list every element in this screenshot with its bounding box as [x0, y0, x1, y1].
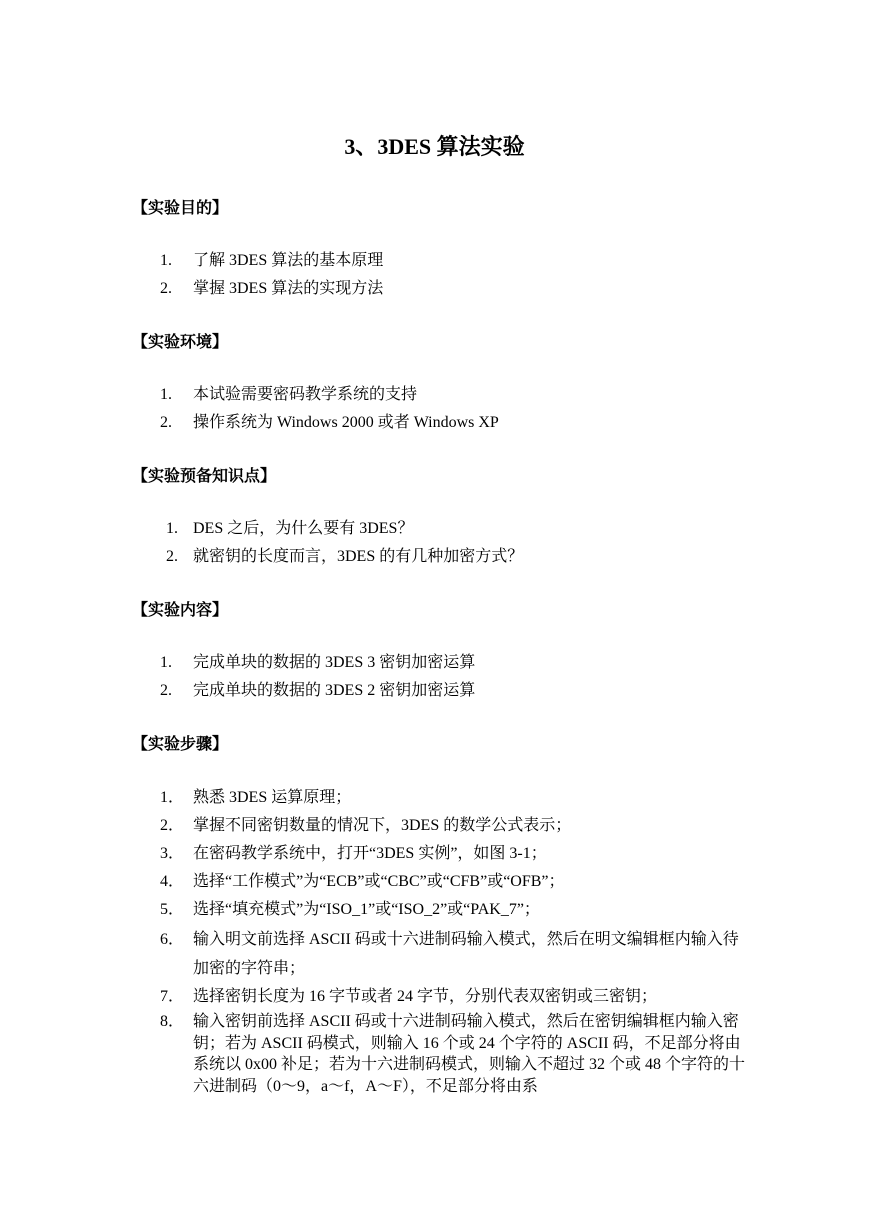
- list-item: [160, 250, 750, 272]
- list-item-number: 1.: [166, 520, 178, 537]
- list-item: [166, 518, 756, 540]
- list-item-number: 1．: [160, 789, 185, 806]
- list-item-text: 本试验需要密码教学系统的支持: [193, 386, 418, 403]
- list-item-text: 输入密钥前选择 ASCII 码或十六进制码输入模式，然后在密钥编辑框内输入密钥；若为 ASCII 码模式，则输入 16 个或 24 个字符的 ASCII 码，不足部分将由系统以 0x00 补足；若为十六进制码模式，则输入不超过 32 个或 48 个字符的十六进制码（0～9，a～f，A～F），不足部分将由系: [193, 1013, 746, 1095]
- section-heading-content: 【实验内容】: [132, 602, 229, 619]
- list-item: [160, 680, 750, 702]
- list-item-number: 2.: [160, 414, 172, 431]
- list-item-text: 选择“填充模式”为“ISO_1”或“ISO_2”或“PAK_7”；: [193, 901, 540, 918]
- list-item-text: 掌握不同密钥数量的情况下，3DES 的数学公式表示；: [193, 817, 572, 834]
- list-item: [166, 546, 756, 568]
- section-heading-steps: 【实验步骤】: [132, 736, 229, 753]
- list-item-number: 1.: [160, 386, 172, 403]
- list-item: [160, 412, 750, 434]
- list-item: [160, 986, 750, 1008]
- list-item-text: 完成单块的数据的 3DES 3 密钥加密运算: [193, 654, 476, 671]
- section-heading-environment: 【实验环境】: [132, 334, 229, 351]
- list-item: [160, 652, 750, 674]
- list-item: [160, 1011, 745, 1097]
- list-item-text: 在密码教学系统中，打开“3DES 实例”，如图 3-1；: [193, 845, 547, 862]
- list-item-text: 操作系统为 Windows 2000 或者 Windows XP: [193, 414, 499, 431]
- list-item-number: 3．: [160, 845, 185, 862]
- list-item-number: 1.: [160, 654, 172, 671]
- list-item-text: DES 之后，为什么要有 3DES？: [193, 520, 414, 537]
- list-item-number: 1.: [160, 252, 172, 269]
- list-item-text: 就密钥的长度而言，3DES 的有几种加密方式？: [193, 548, 524, 565]
- list-item-number: 6．: [160, 931, 185, 948]
- list-item-number: 2．: [160, 817, 185, 834]
- list-item-number: 2.: [160, 280, 172, 297]
- list-item-text: 选择密钥长度为 16 字节或者 24 字节，分别代表双密钥或三密钥；: [193, 988, 658, 1005]
- list-item-number: 2.: [160, 682, 172, 699]
- list-item-number: 8．: [160, 1013, 185, 1030]
- list-item: [160, 278, 750, 300]
- section-heading-knowledge: 【实验预备知识点】: [132, 468, 277, 485]
- list-item: [160, 815, 750, 837]
- list-item-text: 完成单块的数据的 3DES 2 密钥加密运算: [193, 682, 476, 699]
- list-item-number: 7．: [160, 988, 185, 1005]
- list-item: [160, 384, 750, 406]
- page-title: 3、3DES 算法实验: [344, 134, 525, 159]
- list-item-text: 熟悉 3DES 运算原理；: [193, 789, 352, 806]
- list-item-number: 5．: [160, 901, 185, 918]
- list-item-text: 输入明文前选择 ASCII 码或十六进制码输入模式，然后在明文编辑框内输入待加密的字符串；: [193, 931, 739, 977]
- list-item: [160, 787, 750, 809]
- list-item: [160, 899, 750, 921]
- section-heading-purpose: 【实验目的】: [132, 200, 229, 217]
- list-item-text: 掌握 3DES 算法的实现方法: [193, 280, 384, 297]
- list-item-number: 4．: [160, 873, 185, 890]
- list-item-text: 了解 3DES 算法的基本原理: [193, 252, 384, 269]
- list-item-number: 2.: [166, 548, 178, 565]
- list-item: [160, 843, 750, 865]
- list-item: [160, 871, 750, 893]
- list-item-text: 选择“工作模式”为“ECB”或“CBC”或“CFB”或“OFB”；: [193, 873, 565, 890]
- list-item: [160, 925, 745, 983]
